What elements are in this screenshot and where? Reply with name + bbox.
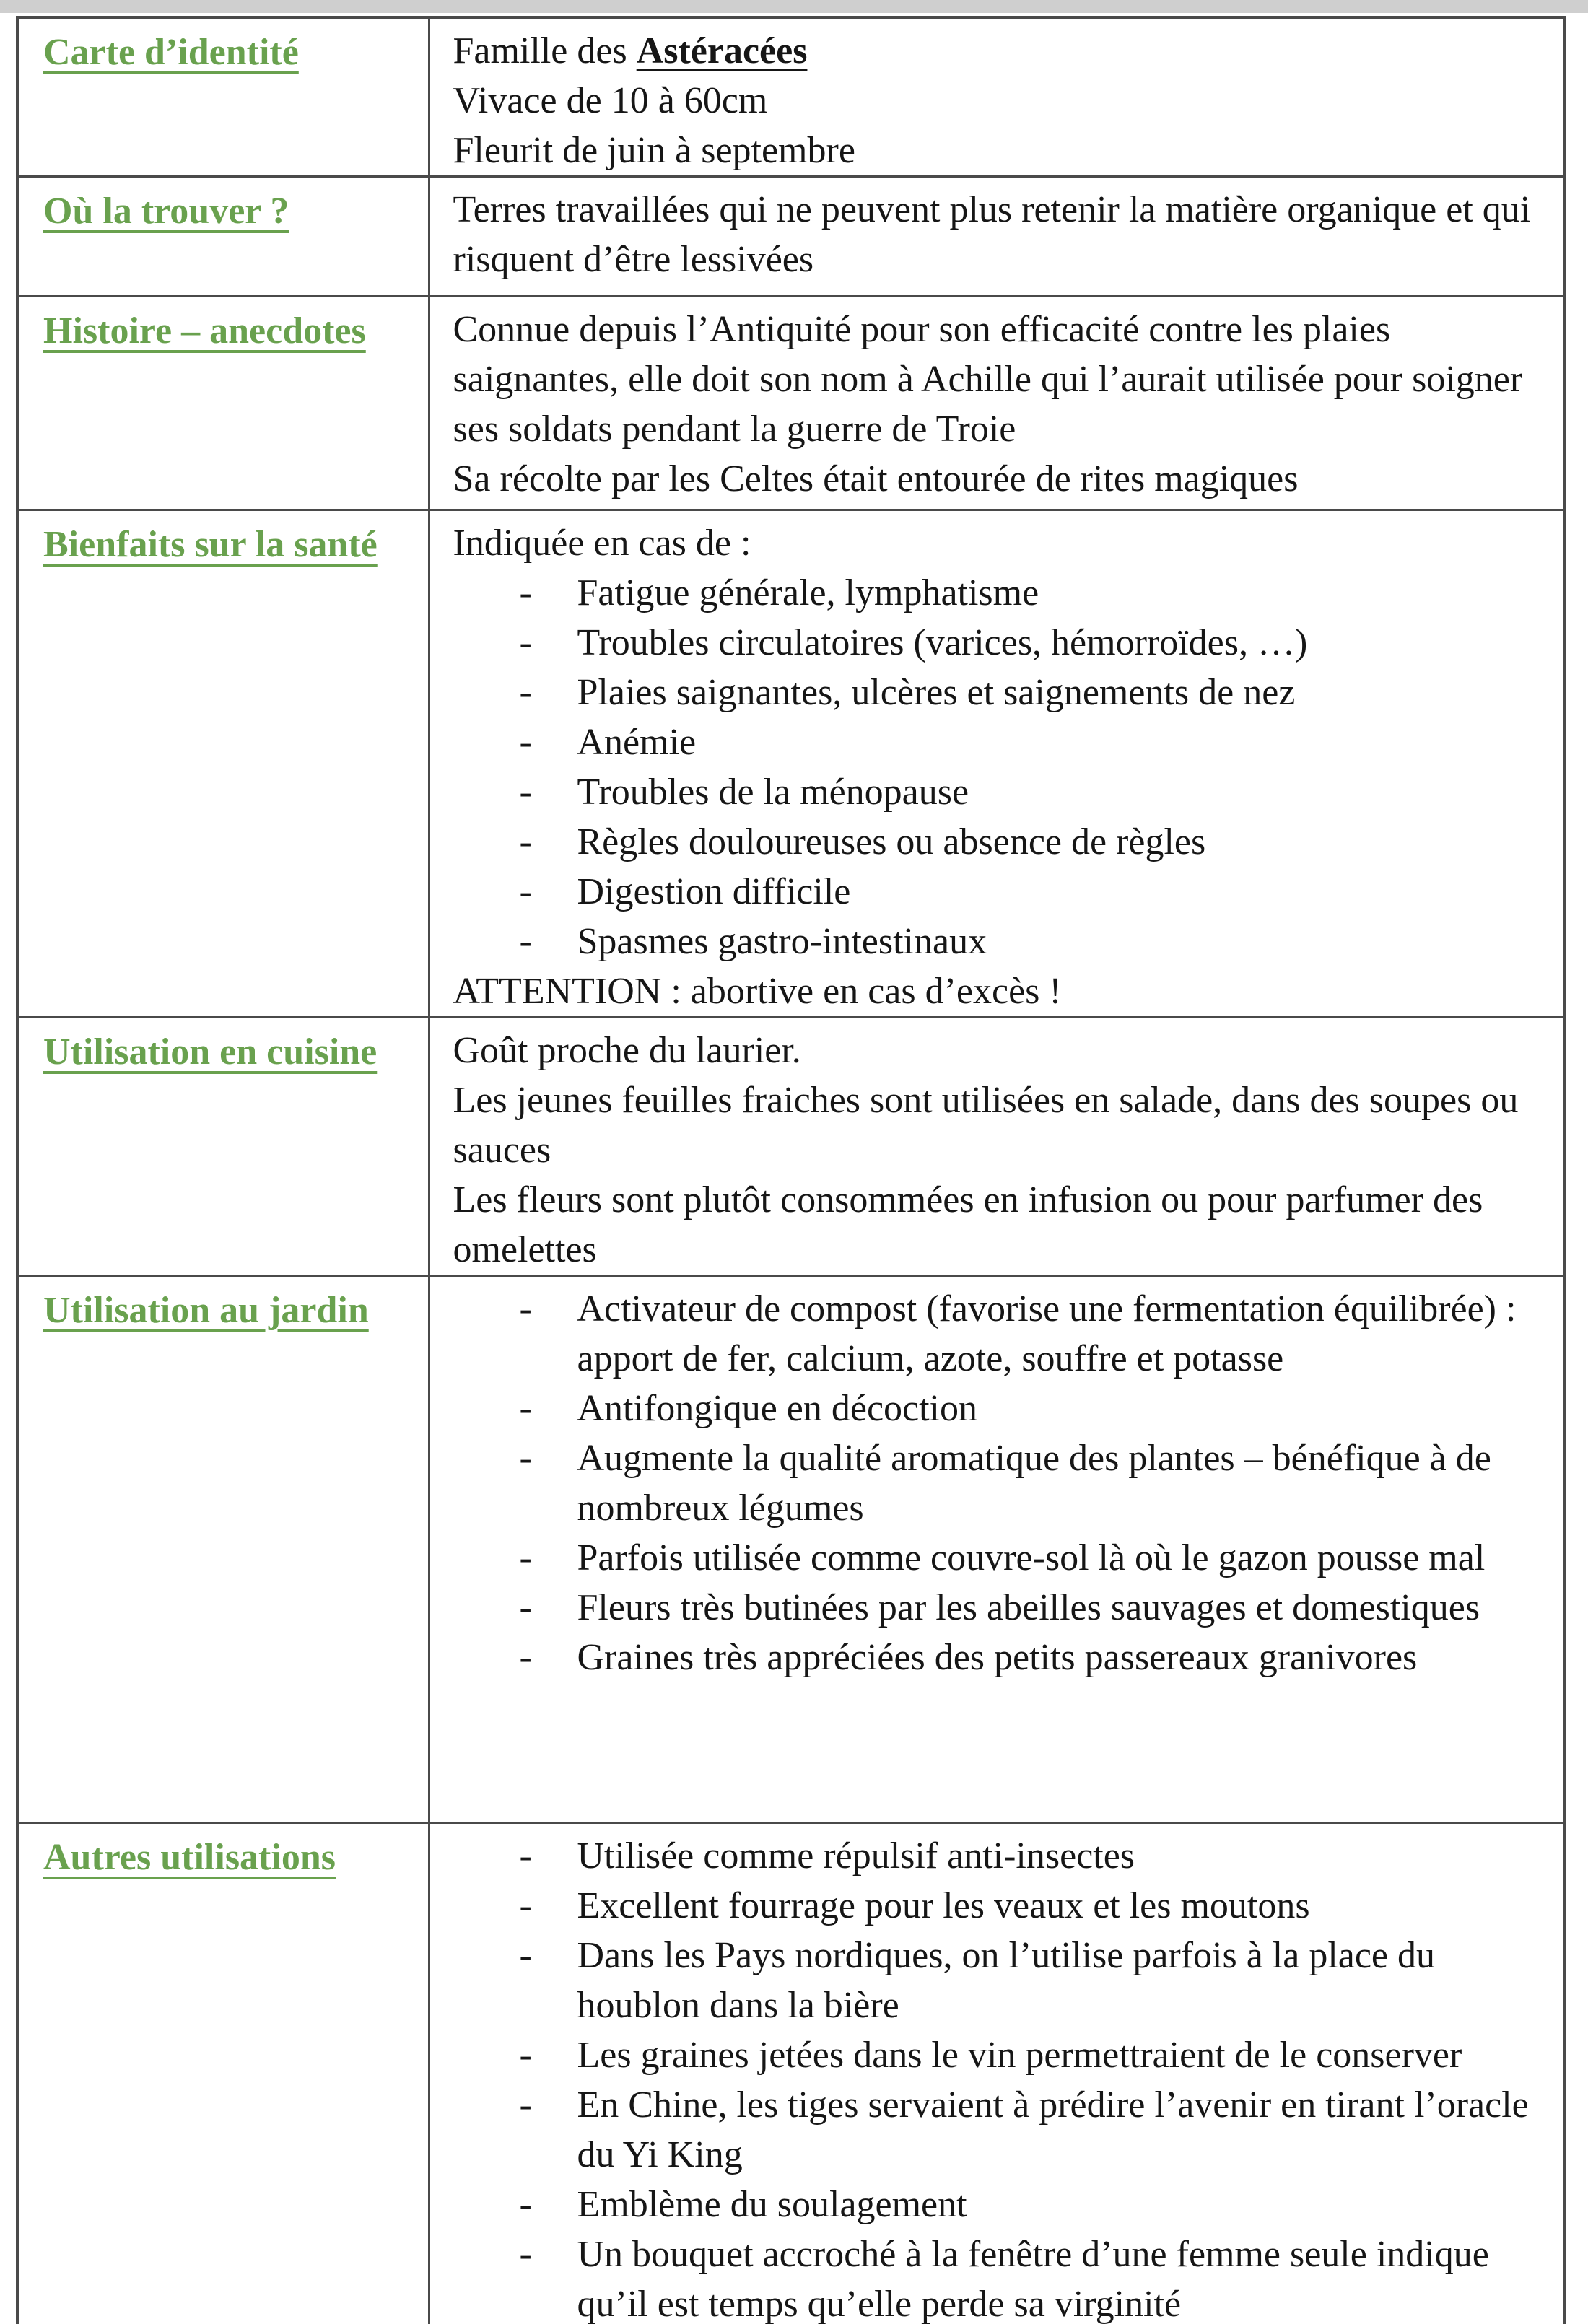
paragraph <box>453 518 1545 568</box>
row-content-cell <box>429 297 1565 510</box>
paragraph <box>453 26 1545 76</box>
table-row-utilisation-jardin <box>17 1276 1565 1823</box>
text-run: Utilisée comme répulsif anti-insectes <box>577 1835 1135 1877</box>
text-run: ATTENTION : abortive en cas d’excès ! <box>453 971 1062 1012</box>
text-run: Graines très appréciées des petits passereaux granivores <box>577 1637 1418 1678</box>
row-header-cell <box>17 297 429 510</box>
table-row-autres-utilisations <box>17 1823 1565 2324</box>
page-top-strip <box>0 0 1588 13</box>
text-run: Spasmes gastro-intestinaux <box>577 921 987 962</box>
row-header-cell <box>17 1276 429 1823</box>
text-run: Activateur de compost (favorise une fermentation équilibrée) : apport de fer, calcium, azote, souffre et potasse <box>577 1288 1517 1379</box>
text-run: Connue depuis l’Antiquité pour son efficacité contre les plaies saignantes, elle doit son nom à Achille qui l’aurait utilisée pour soigner ses soldats pendant la guerre de Troie <box>453 309 1523 450</box>
text-run: Antifongique en décoction <box>577 1388 978 1429</box>
row-content-cell <box>429 1018 1565 1276</box>
text-run: Digestion difficile <box>577 871 851 912</box>
row-header-cell <box>17 17 429 177</box>
row-header: Où la trouver ? <box>43 191 289 232</box>
row-header: Histoire – anecdotes <box>43 310 366 351</box>
text-run: Goût proche du laurier. <box>453 1030 801 1071</box>
paragraph <box>453 126 1545 175</box>
bullet-item <box>453 668 1545 717</box>
text-run: Fleurit de juin à septembre <box>453 130 855 171</box>
paragraph <box>453 1026 1545 1075</box>
bullet-item <box>453 1831 1545 1881</box>
bullet-item <box>453 1433 1545 1533</box>
table-row-histoire-anecdotes <box>17 297 1565 510</box>
bullet-item <box>453 767 1545 817</box>
bullet-item <box>453 1633 1545 1682</box>
row-content-cell <box>429 1823 1565 2324</box>
table-row-carte-identite <box>17 17 1565 177</box>
table-row-utilisation-cuisine <box>17 1018 1565 1276</box>
bullet-item <box>453 618 1545 668</box>
bullet-item <box>453 1533 1545 1583</box>
bullet-item <box>453 867 1545 917</box>
text-run: En Chine, les tiges servaient à prédire l’avenir en tirant l’oracle du Yi King <box>577 2084 1529 2175</box>
paragraph <box>453 454 1545 504</box>
text-run: Dans les Pays nordiques, on l’utilise parfois à la place du houblon dans la bière <box>577 1935 1436 2026</box>
bullet-list <box>453 568 1545 966</box>
paragraph <box>453 1075 1545 1175</box>
bullet-item <box>453 2180 1545 2229</box>
row-header: Utilisation au jardin <box>43 1290 369 1331</box>
row-content-cell <box>429 177 1565 297</box>
text-run: Troubles circulatoires (varices, hémorroïdes, …) <box>577 622 1308 663</box>
bullet-list <box>453 1284 1545 1682</box>
bullet-item <box>453 1931 1545 2030</box>
text-run: Excellent fourrage pour les veaux et les moutons <box>577 1885 1310 1926</box>
text-run: Règles douloureuses ou absence de règles <box>577 821 1206 862</box>
text-run: Troubles de la ménopause <box>577 772 969 813</box>
text-run: Un bouquet accroché à la fenêtre d’une femme seule indique qu’il est temps qu’elle perde sa virginité <box>577 2234 1489 2324</box>
row-content-cell <box>429 17 1565 177</box>
paragraph <box>453 305 1545 454</box>
bullet-item <box>453 1284 1545 1384</box>
row-header-cell <box>17 510 429 1018</box>
text-run: Plaies saignantes, ulcères et saignements de nez <box>577 672 1296 713</box>
text-run: Augmente la qualité aromatique des plantes – bénéfique à de nombreux légumes <box>577 1438 1491 1529</box>
text-run: Les graines jetées dans le vin permettraient de le conserver <box>577 2035 1462 2076</box>
row-header: Utilisation en cuisine <box>43 1031 378 1073</box>
text-run: Anémie <box>577 722 697 763</box>
row-header: Bienfaits sur la santé <box>43 524 378 565</box>
plant-fact-table-body <box>17 17 1565 2324</box>
bullet-item <box>453 917 1545 966</box>
bullet-item <box>453 2030 1545 2080</box>
text-run: Les jeunes feuilles fraiches sont utilisées en salade, dans des soupes ou sauces <box>453 1080 1519 1171</box>
plant-fact-table <box>16 16 1566 2324</box>
text-run: Terres travaillées qui ne peuvent plus retenir la matière organique et qui risquent d’être lessivées <box>453 189 1531 280</box>
paragraph <box>453 966 1545 1016</box>
bullet-item <box>453 717 1545 767</box>
row-header: Autres utilisations <box>43 1837 336 1878</box>
paragraph <box>453 1175 1545 1275</box>
bullet-item <box>453 2229 1545 2324</box>
bullet-item <box>453 1384 1545 1433</box>
bullet-item <box>453 1583 1545 1633</box>
text-run: Fatigue générale, lymphatisme <box>577 572 1039 613</box>
row-header-cell <box>17 177 429 297</box>
table-row-ou-la-trouver <box>17 177 1565 297</box>
text-run: Fleurs très butinées par les abeilles sauvages et domestiques <box>577 1587 1480 1628</box>
text-run: Sa récolte par les Celtes était entourée de rites magiques <box>453 458 1299 499</box>
paragraph <box>453 76 1545 126</box>
row-content-cell <box>429 510 1565 1018</box>
text-run: Parfois utilisée comme couvre-sol là où le gazon pousse mal <box>577 1537 1486 1578</box>
row-header-cell <box>17 1823 429 2324</box>
text-run: Vivace de 10 à 60cm <box>453 80 768 121</box>
text-run: Astéracées <box>636 30 808 71</box>
paragraph <box>453 185 1545 284</box>
bullet-item <box>453 568 1545 618</box>
table-row-bienfaits-sante <box>17 510 1565 1018</box>
bullet-item <box>453 2080 1545 2180</box>
bullet-item <box>453 1881 1545 1931</box>
text-run: Les fleurs sont plutôt consommées en infusion ou pour parfumer des omelettes <box>453 1179 1483 1270</box>
bullet-item <box>453 817 1545 867</box>
text-run: Famille des <box>453 30 637 71</box>
text-run: Indiquée en cas de : <box>453 523 751 564</box>
row-content-cell <box>429 1276 1565 1823</box>
bullet-list <box>453 1831 1545 2324</box>
row-header: Carte d’identité <box>43 32 299 73</box>
row-header-cell <box>17 1018 429 1276</box>
text-run: Emblème du soulagement <box>577 2184 967 2225</box>
